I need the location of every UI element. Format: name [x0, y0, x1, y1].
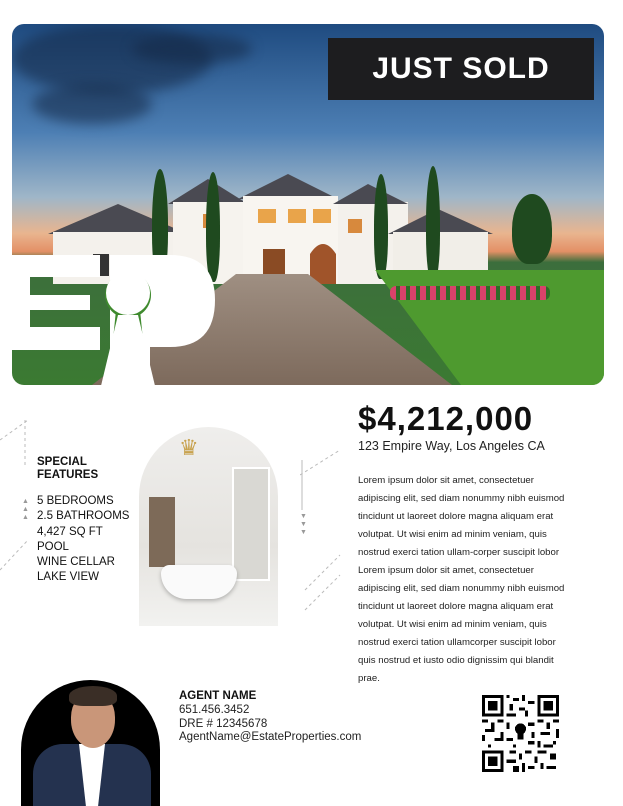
keyhole-logo-icon — [0, 255, 225, 390]
down-arrows-icon: ▼ ▼ ▼ — [300, 513, 307, 536]
agent-phone[interactable]: 651.456.3452 — [179, 704, 250, 716]
feature-item: 4,427 SQ FT — [37, 525, 103, 538]
agent-email[interactable]: AgentName@EstateProperties.com — [179, 731, 362, 743]
dashed-lines-left-icon — [0, 420, 30, 590]
qr-code-icon[interactable] — [482, 695, 559, 772]
feature-item: 5 BEDROOMS — [37, 495, 114, 507]
features-title-line1: SPECIAL — [37, 456, 87, 468]
feature-item: WINE CELLAR — [37, 556, 115, 569]
agent-dre: DRE # 12345678 — [179, 718, 268, 730]
features-list — [37, 494, 129, 586]
price: $4,212,000 — [358, 400, 534, 437]
chandelier-icon: ♛ — [179, 435, 199, 460]
property-description: Lorem ipsum dolor sit amet, consectetuer adipiscing elit, sed diam nonummy nibh euismod tincidunt ut laoreet dolore magna aliquam erat volutpat. Ut wisi enim ad minim veniam, quis nostrud exerci tation ullam-corper suscipit lobor Lorem ipsum dolor sit amet, consectetuer adipiscing elit, sed diam nonummy nibh euismod tincidunt ut laoreet dolore magna aliquam erat volutpat. Ut wisi enim ad minim veniam, quis nostrud exerci tation ullamcorper suscipit lobor quis nostrud et iusto odio dignissim qui blandit prae. — [358, 475, 565, 684]
bathtub-icon — [161, 565, 237, 599]
triangle-decor-icon: ▲ ▲ ▲ — [22, 498, 29, 521]
features-title-line2: FEATURES — [37, 469, 99, 481]
just-sold-badge: JUST SOLD — [328, 38, 594, 100]
property-address: 123 Empire Way, Los Angeles CA — [358, 439, 545, 453]
agent-photo — [21, 680, 160, 806]
feature-item: 2.5 BATHROOMS — [37, 510, 130, 523]
features-title — [37, 456, 98, 482]
feature-item: POOL — [37, 540, 69, 553]
bathroom-photo — [139, 427, 278, 626]
feature-item: LAKE VIEW — [37, 571, 99, 584]
agent-name: AGENT NAME — [179, 690, 257, 702]
